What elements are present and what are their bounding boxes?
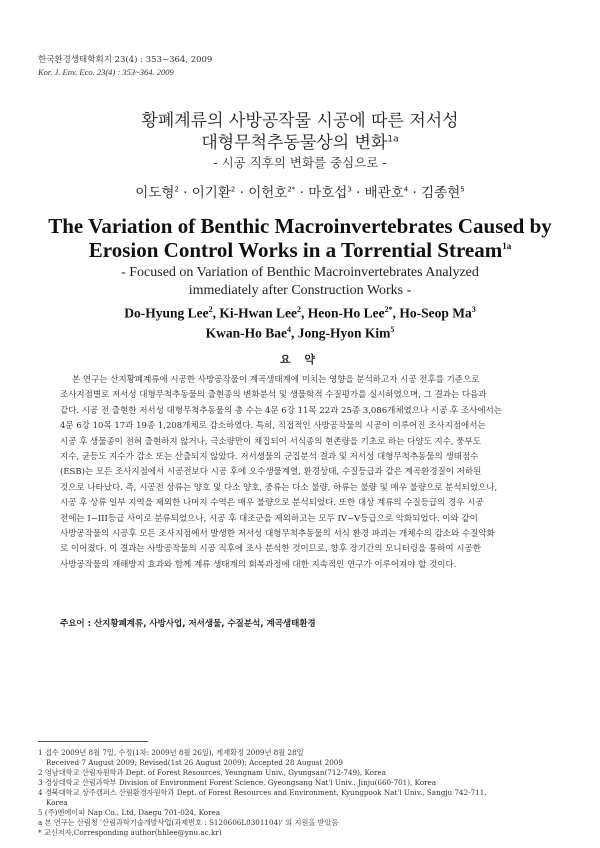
- author-separator: ·: [235, 185, 249, 201]
- korean-subtitle: - 시공 직후의 변화를 중심으로 -: [213, 155, 387, 170]
- author-affiliation-mark: 2: [230, 185, 236, 194]
- abstract-line: 같다. 시공 전 출현한 저서성 대형무척추동물의 총 수는 4문 6강 11목 22과 25종 3,086개체였으나 시공 후 조사에서는: [60, 405, 502, 416]
- abstract-line: 본 연구는 산지황폐계류에 시공한 사방공작물이 계곡생태계에 미치는 영향을 분석하고자 시공 전후를 기준으로: [72, 375, 480, 385]
- author-affiliation-mark: 4: [287, 325, 291, 334]
- journal-citation-english: Kor. J. Env. Eco. 23(4) : 353~364. 2009: [38, 67, 174, 77]
- author-affiliation-mark: 2*: [384, 305, 393, 314]
- author-name: 이헌호: [248, 185, 288, 201]
- abstract-line: 사방공작물의 재해방지 효과와 함께 계류 생태계의 회복과정에 대한 지속적인 연구가 이루어져야 할 것이다.: [60, 559, 457, 570]
- author-affiliation-mark: 4: [403, 185, 409, 194]
- abstract-body: [60, 373, 552, 573]
- author-affiliation-mark: 5: [460, 185, 465, 194]
- journal-citation-korean: 한국환경생태학회지 23(4) : 353~364, 2009: [38, 55, 213, 65]
- footnotes: [38, 748, 568, 838]
- abstract-line: 사방공작물의 시공후 모든 조사지점에서 발생한 저서성 대형무척추동물의 서식 환경 파괴는 개체수의 감소와 수질악화: [60, 528, 495, 539]
- author-name: Ki-Hwan Lee: [219, 305, 297, 321]
- footnote: Received 7 August 2009; Revised(1st 26 August 2009); Accepted 28 August 2009: [46, 758, 343, 767]
- author-separator: ·: [295, 185, 309, 201]
- english-authors-line2: [0, 325, 600, 342]
- author-separator: ·: [408, 185, 422, 201]
- author-name: Heon-Ho Lee: [307, 305, 385, 321]
- author-separator: ·: [351, 185, 365, 201]
- author-affiliation-mark: 2: [174, 185, 179, 194]
- korean-title-line2: [0, 128, 600, 153]
- english-title-line1: The Variation of Benthic Macroinvertebrates Caused by: [48, 214, 552, 238]
- korean-title-line1: 황폐계류의 사방공작물 시공에 따른 저서성: [141, 111, 459, 131]
- korean-title-line2-text: 대형무척추동물상의 변화: [201, 133, 388, 153]
- author-affiliation-mark: 2*: [287, 185, 296, 194]
- footnote: a 본 연구는 산림청 '산림과학기술개발사업(과제번호 : S120606L0301104)' 의 지원을 받았음: [38, 818, 339, 827]
- author-name: 배관호: [364, 185, 404, 201]
- footnote-divider: [38, 741, 148, 742]
- footnote: Korea: [46, 798, 68, 807]
- english-title-line2-text: Erosion Control Works in a Torrential Stream: [88, 238, 503, 262]
- author-name: 김종현: [421, 185, 461, 201]
- author-separator: ,: [212, 305, 220, 321]
- author-name: 이기환: [191, 185, 231, 201]
- footnote: 1 접수 2009년 8월 7일, 수정(1차: 2009년 8월 26일), 게재확정 2009년 8월 28일: [38, 748, 304, 757]
- journal-header: [38, 54, 212, 78]
- footnote: 2 영남대학교 산림자원학과 Dept. of Forest Resources, Yeungnam Univ., Gyungsan(712-749), Korea: [38, 768, 386, 777]
- english-subtitle-line2: immediately after Construction Works -: [188, 283, 412, 298]
- author-affiliation-mark: 5: [390, 325, 395, 334]
- author-affiliation-mark: 2: [297, 305, 301, 314]
- footnote: 4 경북대학교 상주캠퍼스 산림환경자원학과 Dept. of Forest Resources and Environment, Kyungpook Nat'l Univ., Sangju 742-711,: [38, 788, 487, 797]
- author-separator: ·: [178, 185, 192, 201]
- author-affiliation-mark: 3: [471, 305, 476, 314]
- english-title-footnote-mark: 1a: [502, 241, 512, 251]
- footnote: 5 (주)엔에이피 Nap Co., Ltd, Daegu 701-024, Korea: [38, 808, 221, 817]
- author-separator: ,: [291, 325, 298, 341]
- author-affiliation-mark: 2: [208, 305, 213, 314]
- author-name: Kwan-Ho Bae: [205, 325, 287, 341]
- abstract-line: 것으로 나타났다. 즉, 시공전 상류는 양호 및 다소 양호, 중류는 다소 불량, 하류는 불량 및 매우 불량으로 분석되었으나,: [60, 482, 498, 493]
- abstract-line: 조사지점별로 저서성 대형무척추동물의 출현종의 변화분석 및 생물학적 수질평가를 실시하였으며, 그 결과는 다음과: [60, 390, 487, 401]
- abstract-line: 로 이어졌다. 이 결과는 사방공작물의 시공 직후에 조사 분석한 것이므로, 향후 장기간의 모니터링을 통하여 시공한: [60, 544, 481, 555]
- author-affiliation-mark: 3: [347, 185, 352, 194]
- abstract-line: 지수, 균등도 지수가 감소 또는 산출되지 않았다. 저서생물의 군집분석 결과 및 저서성 대형무척추동물의 생태점수: [60, 451, 479, 462]
- abstract-line: (ESB)는 모든 조사지점에서 시공전보다 시공 후에 오수생물계열, 환경상태, 수질등급과 같은 계곡환경질이 저하된: [60, 467, 482, 478]
- footnote: 3 경상대학교 산림과학부 Division of Environment Forest Science, Gyeongsang Nat'l Univ., Jinju(660-701), Korea: [38, 778, 437, 787]
- korean-title-footnote-mark: 1a: [387, 134, 399, 145]
- abstract-line: 4문 6강 10목 17과 19종 1,208개체로 감소하였다. 특히, 직접적인 사방공작물의 시공이 이루어진 조사지점에서는: [60, 421, 486, 432]
- author-separator: ,: [301, 305, 308, 321]
- abstract-line: 시공 후 상류 일부 지역을 제외한 나머지 수역은 매우 불량으로 분석되었다. 또한 대상 계류의 수질등급의 경우 시공: [60, 498, 484, 509]
- english-title-line2: [0, 238, 600, 263]
- english-authors-line1: [0, 305, 600, 322]
- author-name: Do-Hyung Lee: [124, 305, 209, 321]
- korean-authors: [0, 181, 600, 201]
- footnote: * 교신저자,Corresponding author(hhlee@ynu.ac.kr): [38, 828, 222, 837]
- abstract-heading: 요 약: [279, 353, 321, 366]
- author-name: Ho-Seop Ma: [399, 305, 472, 321]
- author-name: 이도형: [135, 185, 175, 201]
- abstract-line: 전에는 I~III등급 사이로 분류되었으나, 시공 후 대조군을 제외하고는 모두 IV~V등급으로 악화되었다. 이와 같이: [60, 513, 478, 524]
- english-subtitle-line1: - Focused on Variation of Benthic Macroinvertebrates Analyzed: [121, 265, 479, 280]
- author-name: Jong-Hyon Kim: [297, 325, 391, 341]
- keywords: 주요어 : 산지황폐계류, 사방사업, 저서생물, 수질분석, 계곡생태환경: [60, 619, 316, 629]
- author-name: 마호섭: [308, 185, 348, 201]
- author-separator: ,: [392, 305, 400, 321]
- abstract-line: 시공 후 생물종이 전혀 출현하지 않거나, 극소량만이 채집되어 서식종의 현존량을 기초로 하는 다양도 지수, 풍부도: [60, 436, 481, 447]
